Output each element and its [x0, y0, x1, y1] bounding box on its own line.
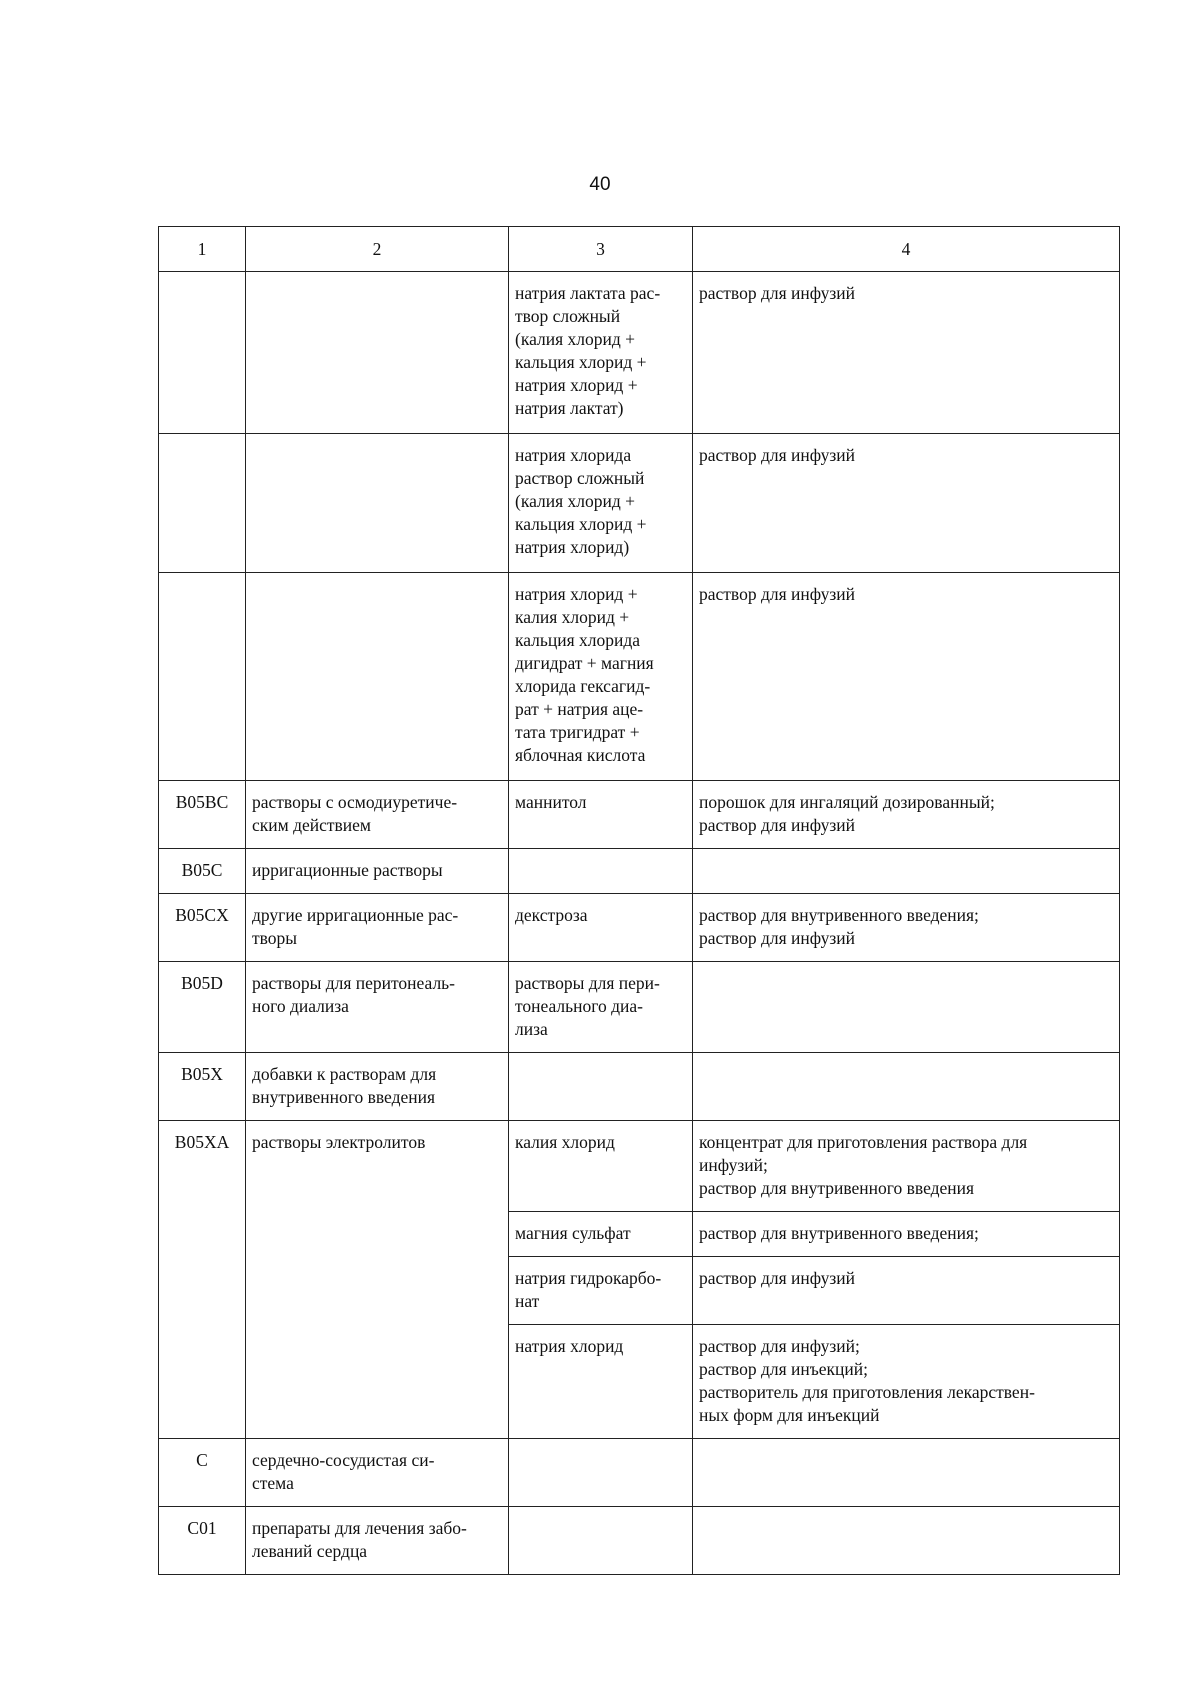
dosage-form-cell: раствор для инфузий: [693, 272, 1120, 434]
dosage-form-cell: [693, 1439, 1120, 1507]
drug-name-cell: маннитол: [509, 781, 693, 849]
group-name-cell: [246, 272, 509, 434]
atc-code-cell: [159, 573, 246, 781]
drug-name-cell: декстроза: [509, 894, 693, 962]
atc-code-cell: B05CX: [159, 894, 246, 962]
table-row: [159, 272, 1120, 434]
drug-name-cell: натрия хлорида раствор сложный (калия хлорид + кальция хлорид + натрия хлорид): [509, 434, 693, 573]
dosage-form-cell: раствор для инфузий: [693, 434, 1120, 573]
dosage-form-cell: раствор для внутривенного введения; раствор для инфузий: [693, 894, 1120, 962]
dosage-form-cell: раствор для внутривенного введения;: [693, 1212, 1120, 1257]
atc-code-cell: B05X: [159, 1053, 246, 1121]
table-row: [159, 434, 1120, 573]
drug-name-cell: растворы для пери- тонеального диа- лиза: [509, 962, 693, 1053]
group-name-cell: [246, 573, 509, 781]
atc-code-cell: B05D: [159, 962, 246, 1053]
drug-name-cell: калия хлорид: [509, 1121, 693, 1212]
table-row: [159, 1121, 1120, 1212]
dosage-form-cell: [693, 1507, 1120, 1575]
group-name-cell: добавки к растворам для внутривенного введения: [246, 1053, 509, 1121]
table-row: [159, 573, 1120, 781]
group-name-cell: растворы для перитонеаль- ного диализа: [246, 962, 509, 1053]
dosage-form-cell: [693, 962, 1120, 1053]
drug-name-cell: [509, 1439, 693, 1507]
table-row: [159, 1053, 1120, 1121]
drug-name-cell: магния сульфат: [509, 1212, 693, 1257]
dosage-form-cell: порошок для ингаляций дозированный; раствор для инфузий: [693, 781, 1120, 849]
header-col-1: 1: [159, 227, 246, 272]
table-row: [159, 849, 1120, 894]
atc-code-cell: B05BC: [159, 781, 246, 849]
table-row: [159, 781, 1120, 849]
drug-classification-table: [158, 226, 1120, 1575]
drug-name-cell: натрия лактата рас- твор сложный (калия хлорид + кальция хлорид + натрия хлорид + натрия лактат): [509, 272, 693, 434]
group-name-cell: растворы электролитов: [246, 1121, 509, 1439]
dosage-form-cell: концентрат для приготовления раствора для инфузий; раствор для внутривенного введения: [693, 1121, 1120, 1212]
dosage-form-cell: раствор для инфузий: [693, 1257, 1120, 1325]
drug-name-cell: [509, 1507, 693, 1575]
group-name-cell: другие ирригационные рас- творы: [246, 894, 509, 962]
table-row: [159, 1439, 1120, 1507]
atc-code-cell: B05XA: [159, 1121, 246, 1439]
atc-code-cell: C01: [159, 1507, 246, 1575]
group-name-cell: сердечно-сосудистая си- стема: [246, 1439, 509, 1507]
group-name-cell: растворы с осмодиуретиче- ским действием: [246, 781, 509, 849]
atc-code-cell: [159, 434, 246, 573]
table-row: [159, 962, 1120, 1053]
table-row: [159, 1507, 1120, 1575]
header-col-4: 4: [693, 227, 1120, 272]
atc-code-cell: [159, 272, 246, 434]
drug-name-cell: натрия гидрокарбо- нат: [509, 1257, 693, 1325]
drug-name-cell: [509, 849, 693, 894]
dosage-form-cell: раствор для инфузий: [693, 573, 1120, 781]
header-col-3: 3: [509, 227, 693, 272]
atc-code-cell: C: [159, 1439, 246, 1507]
dosage-form-cell: [693, 849, 1120, 894]
table-row: [159, 894, 1120, 962]
page-number: 40: [589, 174, 611, 195]
drug-name-cell: натрия хлорид: [509, 1325, 693, 1439]
dosage-form-cell: раствор для инфузий; раствор для инъекций; растворитель для приготовления лекарствен- ных форм для инъекций: [693, 1325, 1120, 1439]
group-name-cell: ирригационные растворы: [246, 849, 509, 894]
group-name-cell: [246, 434, 509, 573]
drug-name-cell: натрия хлорид + калия хлорид + кальция хлорида дигидрат + магния хлорида гексагид- рат + натрия аце- тата тригидрат + яблочная кислота: [509, 573, 693, 781]
header-row: [159, 227, 1120, 272]
drug-name-cell: [509, 1053, 693, 1121]
dosage-form-cell: [693, 1053, 1120, 1121]
group-name-cell: препараты для лечения забо- леваний сердца: [246, 1507, 509, 1575]
header-col-2: 2: [246, 227, 509, 272]
atc-code-cell: B05C: [159, 849, 246, 894]
